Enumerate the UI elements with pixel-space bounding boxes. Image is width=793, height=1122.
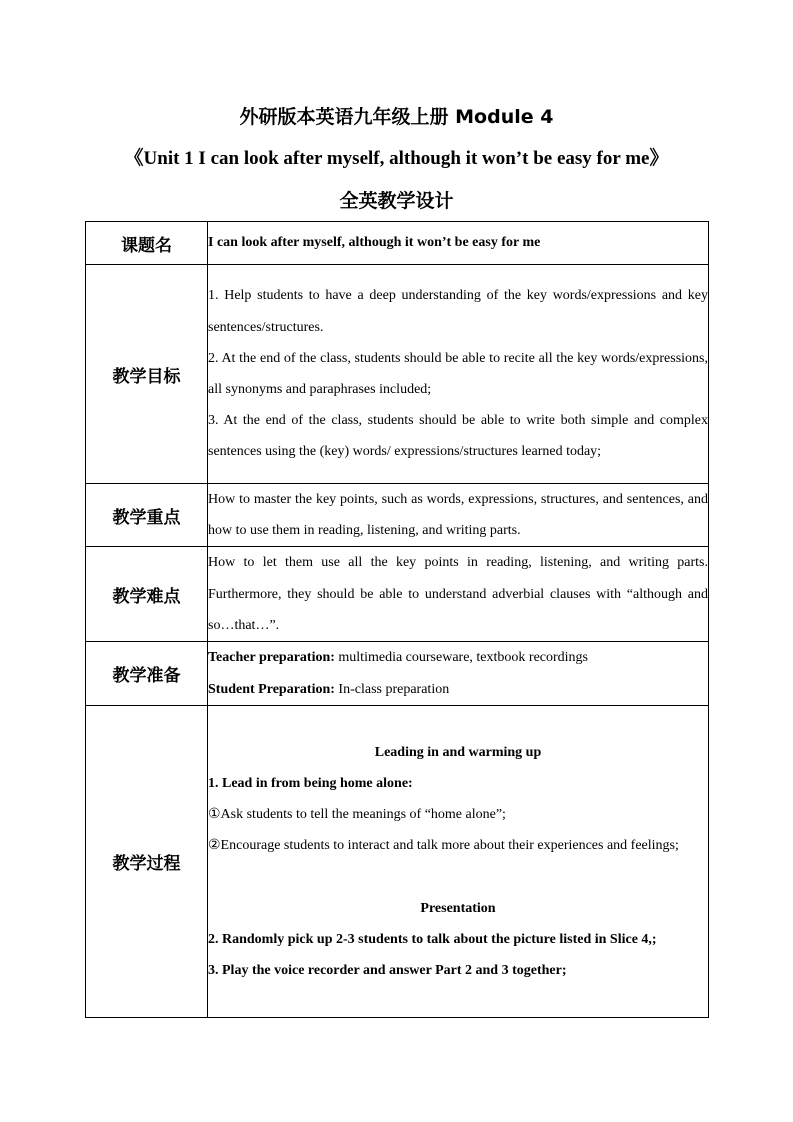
document-subtitle: 全英教学设计 — [339, 190, 454, 212]
objective-item: 3. At the end of the class, students should be able to write both simple and complex sentences using the (key) words/ expressions/structures learned today; — [208, 413, 708, 460]
objective-item: 2. At the end of the class, students should be able to recite all the key words/expressions, all synonyms and paraphrases included; — [208, 350, 708, 397]
process-step-2: 2. Randomly pick up 2-3 students to talk about the picture listed in Slice 4,; — [208, 931, 657, 947]
table-row-objectives — [86, 265, 709, 484]
table-row-key-points — [86, 484, 709, 547]
preparation-label: 教学准备 — [86, 642, 208, 706]
process-content — [208, 706, 709, 1018]
objective-item: 1. Help students to have a deep understanding of the key words/expressions and key sentences/structures. — [208, 288, 708, 335]
topic-label: 课题名 — [86, 222, 208, 265]
preparation-content — [208, 642, 709, 706]
difficulties-text: How to let them use all the key points in reading, listening, and writing parts. Furthermore, they should be able to understand adverbial clauses with “although and so…that…”. — [208, 547, 709, 642]
student-preparation-value: In-class preparation — [334, 681, 450, 697]
process-step-1b: ②Encourage students to interact and talk more about their experiences and feelings; — [208, 838, 679, 854]
objectives-label: 教学目标 — [86, 265, 208, 484]
document-title: 外研版本英语九年级上册 Module 4 — [239, 106, 554, 128]
student-preparation-label: Student Preparation: — [208, 681, 335, 697]
topic-value: I can look after myself, although it won’t be easy for me — [208, 222, 709, 265]
teacher-preparation-label: Teacher preparation: — [208, 650, 335, 666]
process-step-3: 3. Play the voice recorder and answer Part 2 and 3 together; — [208, 963, 567, 979]
section-heading-leading-in: Leading in and warming up — [374, 744, 542, 760]
student-preparation — [208, 674, 708, 705]
objectives-content — [208, 265, 709, 484]
table-row-difficulties — [86, 547, 709, 642]
table-row-topic — [86, 222, 709, 265]
table-row-preparation — [86, 642, 709, 706]
blank-line — [208, 862, 708, 893]
lesson-plan-table — [85, 221, 709, 1018]
teacher-preparation — [208, 642, 708, 673]
process-step-1: 1. Lead in from being home alone: — [208, 775, 413, 791]
process-label: 教学过程 — [86, 706, 208, 1018]
section-heading-presentation: Presentation — [420, 900, 496, 916]
key-points-label: 教学重点 — [86, 484, 208, 547]
key-points-text: How to master the key points, such as words, expressions, structures, and sentences, and how to use them in reading, listening, and writing parts. — [208, 484, 709, 547]
difficulties-label: 教学难点 — [86, 547, 208, 642]
process-step-1a: ①Ask students to tell the meanings of “home alone”; — [208, 807, 506, 823]
teacher-preparation-value: multimedia courseware, textbook recordings — [334, 650, 588, 666]
unit-title: 《Unit 1 I can look after myself, although it won’t be easy for me》 — [124, 148, 669, 169]
table-row-process — [86, 706, 709, 1018]
